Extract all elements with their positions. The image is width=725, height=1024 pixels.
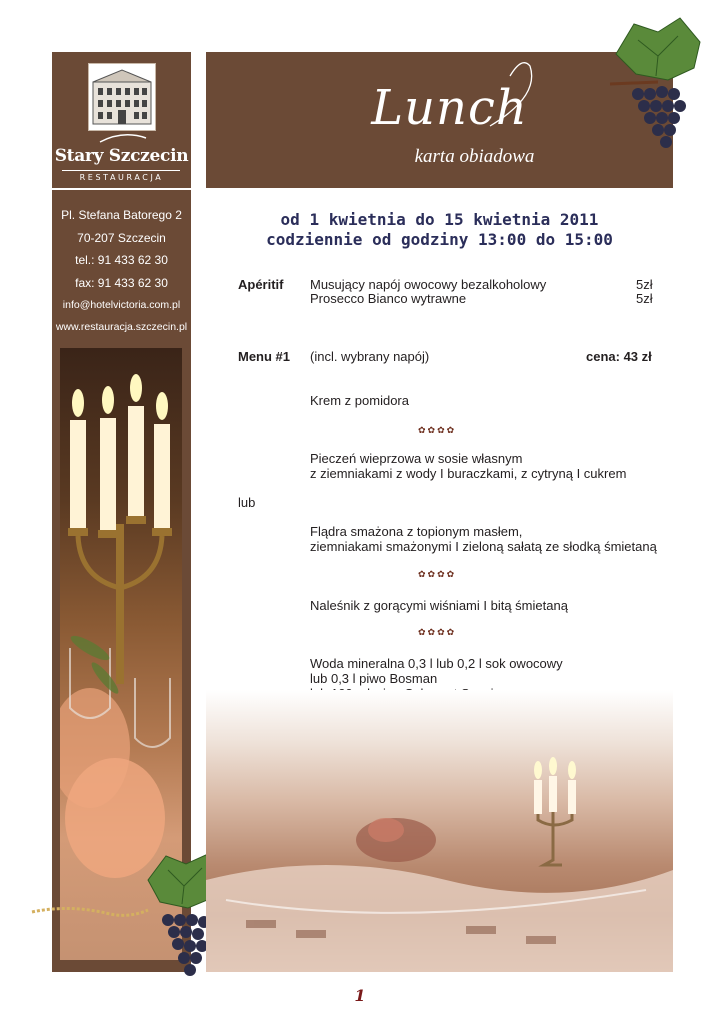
- page-title: Lunch: [371, 80, 528, 136]
- soup-course: Krem z pomidora: [310, 393, 409, 408]
- aperitif-item-name: Prosecco Bianco wytrawne: [310, 291, 467, 306]
- drink-option-2: lub 0,3 l piwo Bosman: [310, 671, 438, 686]
- title-flourish-icon: [470, 56, 550, 136]
- banquet-photo: [206, 690, 673, 972]
- fax-number: fax: 91 433 62 30: [75, 276, 168, 290]
- brand-subtitle: RESTAURACJA: [79, 173, 164, 182]
- main-course-1-line-2: z ziemniakami z wody I buraczkami, z cytryną I cukrem: [310, 466, 627, 481]
- menu-label: Menu #1: [238, 349, 291, 364]
- gold-beads-icon: [30, 900, 150, 924]
- logo-swoosh-icon: [98, 132, 148, 146]
- building-logo-image: [88, 63, 156, 131]
- separator-ornament: ✿✿✿✿: [418, 570, 457, 580]
- grapes-top-icon: [608, 14, 708, 154]
- separator-ornament: ✿✿✿✿: [418, 426, 457, 436]
- aperitif-item-name: Musujący napój owocowy bezalkoholowy: [310, 277, 547, 292]
- address-line-1: Pl. Stefana Batorego 2: [61, 208, 182, 222]
- separator-ornament: ✿✿✿✿: [418, 628, 457, 638]
- dessert-course: Naleśnik z gorącymi wiśniami I bitą śmietaną: [310, 598, 568, 613]
- menu-price: cena: 43 zł: [586, 349, 652, 364]
- brand-name: Stary Szczecin: [54, 146, 189, 166]
- date-range: od 1 kwietnia do 15 kwietnia 2011: [280, 210, 599, 229]
- main-course-2-line-1: Flądra smażona z topionym masłem,: [310, 524, 523, 539]
- phone-number: tel.: 91 433 62 30: [75, 253, 168, 267]
- address-line-2: 70-207 Szczecin: [77, 231, 166, 245]
- main-course-1-line-1: Pieczeń wieprzowa w sosie własnym: [310, 451, 523, 466]
- aperitif-label: Apéritif: [238, 277, 284, 292]
- page-number: 1: [354, 986, 366, 1005]
- email-link[interactable]: info@hotelvictoria.com.pl: [62, 299, 181, 311]
- main-course-2-line-2: ziemniakami smażonymi I zieloną sałatą ze słodką śmietaną: [310, 539, 657, 554]
- aperitif-item-price: 5zł: [636, 291, 653, 306]
- website-link[interactable]: www.restauracja.szczecin.pl: [55, 321, 188, 333]
- menu-note: (incl. wybrany napój): [310, 349, 430, 364]
- or-label: lub: [238, 495, 256, 510]
- page-subtitle: karta obiadowa: [414, 146, 535, 167]
- drink-option-1: Woda mineralna 0,3 l lub 0,2 l sok owocowy: [310, 656, 563, 671]
- logo-divider: [62, 170, 180, 171]
- serving-hours: codziennie od godziny 13:00 do 15:00: [266, 230, 613, 249]
- aperitif-item-price: 5zł: [636, 277, 653, 292]
